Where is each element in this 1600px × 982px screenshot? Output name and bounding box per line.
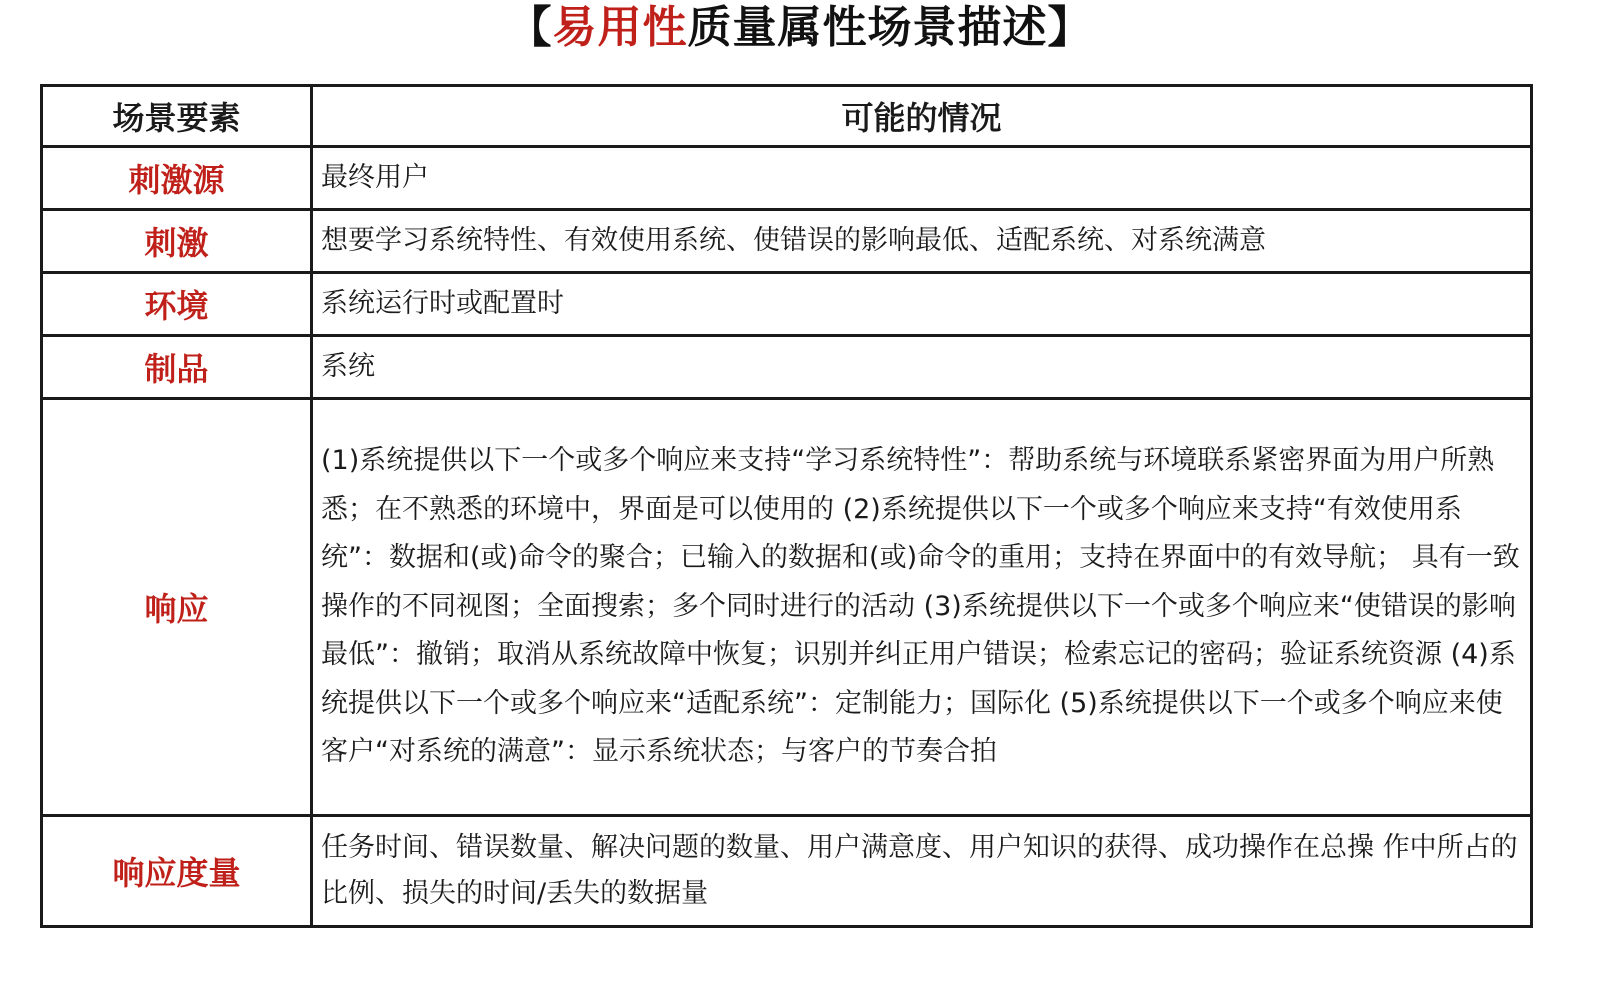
scenario-table-container [40,84,1530,928]
row-value-environment: 系统运行时或配置时 [312,273,1532,336]
title-close-bracket: 】 [1047,2,1093,53]
scenario-table [40,84,1533,928]
row-value-artifact: 系统 [312,336,1532,399]
header-element: 场景要素 [42,86,312,147]
table-row [42,336,1532,399]
title-accent: 易用性 [552,2,688,53]
table-header-row [42,86,1532,147]
row-key-response: 响应 [42,399,312,816]
header-situation: 可能的情况 [312,86,1532,147]
row-value-stimulus-source: 最终用户 [312,147,1532,210]
table-row [42,147,1532,210]
table-row [42,399,1532,816]
page-title [0,0,1600,60]
row-key-environment: 环境 [42,273,312,336]
table-row [42,816,1532,927]
row-key-stimulus: 刺激 [42,210,312,273]
row-value-stimulus: 想要学习系统特性、有效使用系统、使错误的影响最低、适配系统、对系统满意 [312,210,1532,273]
row-key-artifact: 制品 [42,336,312,399]
title-open-bracket: 【 [507,2,553,53]
table-row [42,210,1532,273]
row-key-stimulus-source: 刺激源 [42,147,312,210]
row-key-response-measure: 响应度量 [42,816,312,927]
title-rest: 质量属性场景描述 [687,2,1048,53]
table-row [42,273,1532,336]
row-value-response-measure: 任务时间、错误数量、解决问题的数量、用户满意度、用户知识的获得、成功操作在总操 作中所占的比例、损失的时间/丢失的数据量 [312,816,1532,927]
row-value-response: (1)系统提供以下一个或多个响应来支持“学习系统特性”：帮助系统与环境联系紧密界面为用户所熟悉；在不熟悉的环境中，界面是可以使用的 (2)系统提供以下一个或多个响应来支持“有效使用系统”：数据和(或)命令的聚合；已输入的数据和(或)命令的重用；支持在界面中的有效导航； 具有一致操作的不同视图；全面搜索；多个同时进行的活动 (3)系统提供以下一个或多个响应来“使错误的影响最低”：撤销；取消从系统故障中恢复；识别并纠正用户错误；检索忘记的密码；验证系统资源 (4)系统提供以下一个或多个响应来“适配系统”：定制能力；国际化 (5)系统提供以下一个或多个响应来使客户“对系统的满意”：显示系统状态；与客户的节奏合拍 [312,399,1532,816]
